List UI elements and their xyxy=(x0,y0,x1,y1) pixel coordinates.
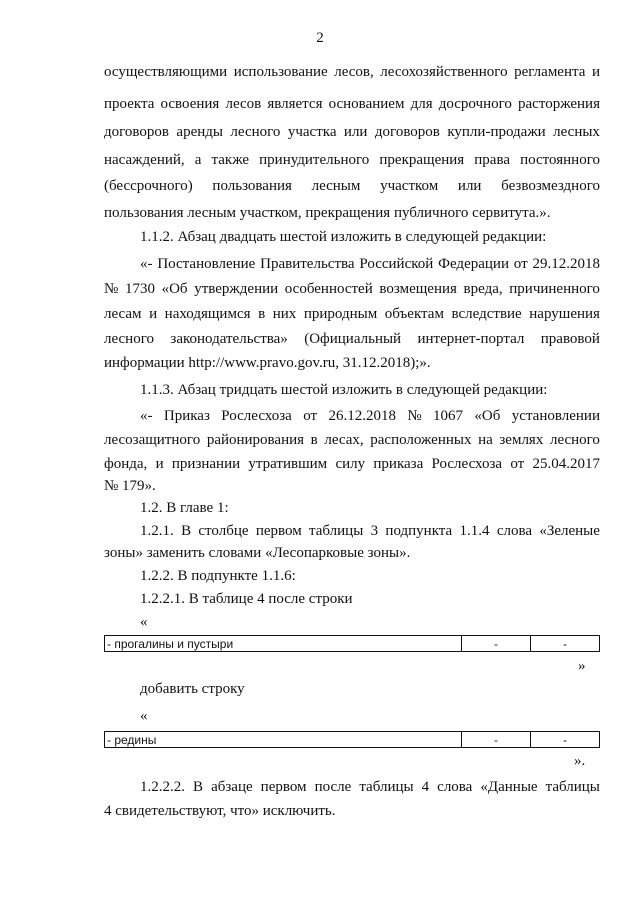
paragraph-line: пользования лесным участком, прекращения публичного сервитута.». xyxy=(104,205,551,221)
paragraph-line: 4 свидетельствуют, что» исключить. xyxy=(104,803,336,819)
quote-open: « xyxy=(140,708,148,724)
paragraph-line: № 179». xyxy=(104,478,156,494)
paragraph-line: 1.1.3. Абзац тридцать шестой изложить в следующей редакции: xyxy=(140,382,548,398)
quote-close: ». xyxy=(574,753,586,769)
quote-open: « xyxy=(140,614,148,630)
paragraph-line: (бессрочного) пользования лесным участком или безвозмездного xyxy=(104,178,600,194)
paragraph-line: лесам и находящимся в них природным объектам вследствие нарушения xyxy=(104,306,600,322)
table-cell-label: - прогалины и пустыри xyxy=(105,636,462,652)
paragraph-line: 1.2.1. В столбце первом таблицы 3 подпункта 1.1.4 слова «Зеленые xyxy=(140,523,600,539)
paragraph-line: насаждений, а также принудительного прекращения права постоянного xyxy=(104,152,600,168)
quote-close: » xyxy=(578,658,586,674)
table-cell-label: - редины xyxy=(105,732,462,748)
paragraph-line: «- Постановление Правительства Российской Федерации от 29.12.2018 xyxy=(140,256,600,272)
table-cell: - xyxy=(531,732,600,748)
paragraph-line: 1.2. В главе 1: xyxy=(140,500,229,516)
paragraph-line: 1.2.2.1. В таблице 4 после строки xyxy=(140,591,353,607)
table-row-excerpt xyxy=(104,635,600,652)
paragraph-line: лесного законодательства» (Официальный интернет-портал правовой xyxy=(104,331,600,347)
paragraph-line: 1.2.2.2. В абзаце первом после таблицы 4 слова «Данные таблицы xyxy=(140,779,600,795)
paragraph-line: лесозащитного районирования в лесах, расположенных на землях лесного xyxy=(104,432,600,448)
paragraph-line: 1.1.2. Абзац двадцать шестой изложить в следующей редакции: xyxy=(140,229,547,245)
paragraph-line: фонда, и признании утратившим силу приказа Рослесхоза от 25.04.2017 xyxy=(104,456,600,472)
paragraph-line: зоны» заменить словами «Лесопарковые зоны». xyxy=(104,545,411,561)
table-cell: - xyxy=(462,732,531,748)
paragraph-line: проекта освоения лесов является основанием для досрочного расторжения xyxy=(104,96,600,112)
table-row xyxy=(105,732,600,748)
paragraph-line: информации http://www.pravo.gov.ru, 31.12.2018);». xyxy=(104,355,431,371)
page-number: 2 xyxy=(316,30,324,46)
table-row-excerpt xyxy=(104,731,600,748)
table-cell: - xyxy=(531,636,600,652)
table-row xyxy=(105,636,600,652)
paragraph-line: договоров аренды лесного участка или договоров купли-продажи лесных xyxy=(104,124,600,140)
paragraph-line: добавить строку xyxy=(140,681,245,697)
paragraph-line: 1.2.2. В подпункте 1.1.6: xyxy=(140,568,296,584)
paragraph-line: «- Приказ Рослесхоза от 26.12.2018 № 1067 «Об установлении xyxy=(140,408,600,424)
table-cell: - xyxy=(462,636,531,652)
paragraph-line: № 1730 «Об утверждении особенностей возмещения вреда, причиненного xyxy=(104,281,600,297)
paragraph-line: осуществляющими использование лесов, лесохозяйственного регламента и xyxy=(104,64,600,80)
